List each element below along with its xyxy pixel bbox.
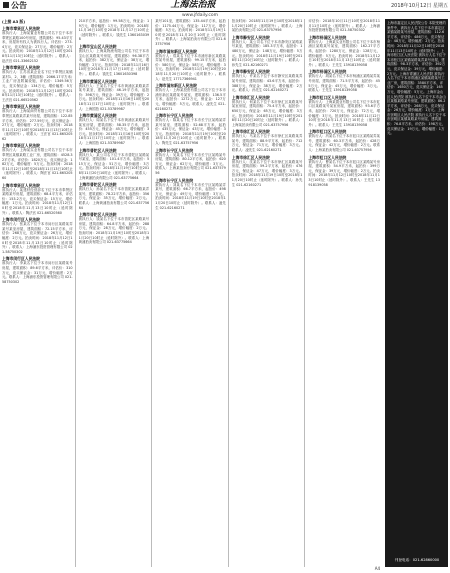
notice-block	[79, 44, 150, 77]
notice-block	[155, 178, 226, 211]
notice-body: 被执行人：郑某名下位于本市浦东新区某路某弄某号房屋，建筑面积：99.15平方米，起拍价：580万元，保证金：58万元，增价幅度：3万元。拍卖时间：2018年11月19日10时至2018年11月20日10时止（延时除外）。联系人：赵先生 17717366941	[155, 53, 226, 81]
notice-heading: 上海市浦东新区人民法院	[155, 48, 197, 54]
notice-body: 被执行人：陈某名下位于本市长宁区某路某弄某号某室，建筑面积：52.68平方米，起拍价：435万元，保证金：43万元，增价幅度：3万元。拍卖时间：2018年11月19日10时至2018年11月20日10时止（延时除外）。联系人：陶先生 021-63757956	[155, 118, 226, 146]
notice-block	[308, 69, 380, 92]
masthead	[0, 0, 450, 12]
notice-heading: 上海市长宁区人民法院	[155, 177, 194, 183]
notice-heading: 上海市黄浦区人民法院	[78, 78, 117, 84]
notice-block	[2, 143, 73, 180]
notice-block	[155, 83, 226, 111]
notice-body: 被执行人：钱某名下位于本市普陀区某路某号房屋，建筑面积：64.8平方米，起拍价：288万元，保证金：28万元，增价幅度：2万元。拍卖时间：2018年11月19日10时至2018年11月20日10时止（延时除外）。联系人：上海黄浦拍卖有限公司 021-63775664	[78, 217, 150, 245]
notice-heading: 上海市静安区人民法院	[231, 34, 270, 40]
notice-block	[155, 113, 226, 146]
notice-heading: 上海市奉贤区人民法院	[2, 143, 40, 149]
notice-body: 被执行人：周某名下位于本市黄浦区某路某号某室房屋，建筑面积：58.35平方米，起拍价：455万元，保证金：45万元，增价幅度：3万元。拍卖时间：2018年11月16日10时至2018年11月17日10时止（延时除外）。联系人：上海国拍 021-53789987	[78, 118, 150, 146]
notice-body: 被执行人：某建材经营部名下位于本市奉贤区某路某号房屋，建筑面积：68.4平方米，评估价：153.2万元，竞买保证金：15万元，增价幅度：1万元。拍卖时间：2018年11月12日10时至2018年11月13日10时止（延时除外）。联系人：陶法官 021-66520560	[2, 187, 73, 215]
notice-block	[155, 49, 226, 82]
notice-block	[232, 19, 303, 33]
notice-block	[79, 182, 150, 210]
notice-block	[155, 19, 226, 47]
paper-name: 上海法治报	[170, 0, 216, 10]
notice-column	[79, 19, 153, 567]
notice-heading: 上海市普陀区人民法院	[78, 212, 117, 218]
notice-body: 被执行人：上海某商贸有限公司名下位于本市奉贤区某路某弄某号房屋，建筑面积：122.85平方米，评估价：277.59万元，竞买保证金：27万元，增价幅度：2万元。拍卖时间：2018年11月12日10时至2018年11月13日10时止（延时除外）。联系人：王法官 021-66520562	[2, 109, 73, 141]
notice-heading: 上海市虹口区人民法院	[308, 129, 347, 135]
section-tag	[1, 1, 29, 11]
notice-body: 被执行人：冯某名下位于本市虹口区某路某弄某号，建筑面积：60.3平方米，起拍价：428万元，保证金：42万元，增价幅度：2万元。联系人：上海某拍卖有限公司 021-63757956	[308, 134, 380, 153]
notice-heading: 上海市虹口区人民法院	[308, 154, 347, 160]
notice-body: 被执行人：曹某名下位于本市虹口区某路某号房屋，建筑面积：54.9平方米，起拍价：399万元，保证金：39万元，增价幅度：2万元。拍卖时间：2018年11月12日10时至2018年11月13日10时止（延时除外）。联系人：王先生 13918139058	[308, 159, 380, 187]
notice-heading: 上海市浦东新区人民法院	[155, 83, 197, 89]
notice-heading: 上海市黄浦区人民法院	[78, 113, 117, 119]
section-title: 公告	[11, 1, 27, 10]
notice-body: 被执行人：李某名下位于本市闵行区某路某号房屋，建筑面积：89.6平方米，评估价：310万元，竞买保证金：31万元，增价幅度：2万元。联系人：上海浦东投资管理有限公司 021-58750302	[2, 261, 73, 284]
section-mark-icon	[3, 2, 9, 8]
notice-heading: 上海市长宁区人民法院	[155, 113, 194, 119]
notice-body: 被执行人：孙某名下位于本市普陀区某路某弄某号，建筑面积：78.22平方米，起拍价：356万元，保证金：35万元，增价幅度：2万元。联系人：上海黄浦拍卖有限公司 021-63775664	[78, 187, 150, 210]
notice-block	[2, 217, 73, 254]
notice-heading: 上海市虹口区人民法院	[308, 94, 347, 100]
notice-heading: 上海市奉贤区人民法院	[2, 65, 40, 71]
notice-heading: (上接 A3 版)	[2, 19, 26, 24]
notice-heading: 上海市奉贤区人民法院	[2, 26, 40, 31]
notice-block	[2, 19, 73, 24]
notice-heading: 上海市普陀区人民法院	[78, 147, 117, 153]
notice-block	[308, 19, 380, 33]
notice-block	[2, 65, 73, 102]
right-column-text: 上海市嘉定区人民法院公告 本院受理的案件中，被执行人名下位于本市嘉定区某镇某路某号房屋，建筑面积：112.6平方米，评估价：486万元，竞买保证金：48万元，增价幅度：2万元。拍卖时间：2018年11月12日10时至2018年11月13日10时止（延时除外）。上海市松江区人民法院 被执行人名下位于本市松江区某镇某路某弄某号房屋，建筑面积：98.3平方米，评估价：392万元，竞买保证金：39万元，增价幅度：2万元。上海市青浦区人民法院 被执行人名下位于本市青浦区某镇某路某号工业厂房，建筑面积：3580平方米，评估价：1650万元，竞买保证金：165万元，增价幅度：5万元。上海市金山区人民法院 被执行人名下位于本市金山区某镇某路某号房屋，建筑面积：86.2平方米，评估价：268万元，竞买保证金：26万元，增价幅度：1万元。上海市崇明区人民法院 被执行人名下位于本市崇明区某镇某路某号房屋，建筑面积：76.8平方米，评估价：198万元，竞买保证金：19万元，增价幅度：1万元。	[387, 21, 446, 136]
notice-block	[79, 79, 150, 112]
notice-body: 被执行人：何某名下位于本市徐汇区某路某号某室房屋，建筑面积：75.4平方米，起拍价：650万元，保证金：65万元，增价幅度：3万元。拍卖时间：2018年11月19日10时至2018年11月20日10时止（延时除外）。联系人：上海某拍卖有限公司 021-63757956	[231, 99, 303, 127]
notice-body: 被执行人：胡某名下位于本市杨浦区某路某弄某号房屋，建筑面积：71.5平方米，起拍价：455万元，保证金：45万元，增价幅度：3万元。联系人：王先生 13918139058	[308, 74, 380, 93]
notice-heading: 上海市杨浦区人民法院	[308, 34, 347, 40]
footer-note: 刊登电话：021-62860000	[394, 558, 440, 562]
notice-column	[308, 19, 382, 567]
notice-block	[232, 95, 303, 128]
notice-block	[2, 104, 73, 141]
notice-block	[79, 19, 150, 42]
notice-block	[232, 155, 303, 188]
notice-body: 被执行人：吴某名下位于本市长宁区某路某号房屋，建筑面积：80.12平方米，起拍价：620万元，保证金：62万元，增价幅度：3万元。联系人：上海某拍卖行有限公司 021-63757956	[155, 152, 226, 176]
notice-body: 210平方米，起拍价：99.58万元，保证金：19万元，增价幅度：1万元。拍卖时间：2018年11月16日10时至2018年11月17日10时止（延时除外）。联系人：钱先生 13601630398	[78, 19, 150, 42]
notice-columns	[2, 19, 382, 567]
notice-heading: 上海市宝山区人民法院	[78, 43, 117, 49]
notice-heading: 上海市徐汇区人民法院	[231, 154, 270, 160]
notice-body: 被执行人：上海某置业有限公司名下位于本市虹口区某路某号某室房屋，建筑面积：93.6平方米，起拍价：720万元，保证金：72万元，增价幅度：3万元。拍卖时间：2018年11月12日10时至2018年11月13日10时止（延时除外）。联系人：王先生 13918139058	[308, 99, 380, 127]
notice-block	[308, 35, 380, 68]
notice-block	[2, 256, 73, 284]
notice-body: 被执行人：某公司名下位于本市静安区某路某号某室，建筑面积：185.3平方米，起拍价：1480万元，保证金：148万元，增价幅度：5万元。拍卖时间：2018年11月19日10时至2018年11月20日10时止（延时除外）。联系人：孙先生 021-62160271	[231, 39, 303, 67]
notice-block	[79, 212, 150, 245]
notice-body: 被执行人：许某名下位于本市静安区某路某弄某号房屋，建筑面积：43.6平方米，起拍价：388万元，保证金：38万元，增价幅度：2万元。联系人：孙先生 021-62160271	[231, 74, 303, 93]
notice-block	[79, 148, 150, 181]
notice-block	[308, 155, 380, 188]
notice-heading: 上海市长宁区人民法院	[155, 147, 194, 153]
notice-body: 被执行人：沈某名下位于本市徐汇区某路某号房屋，建筑面积：59.2平方米，起拍价：476万元，保证金：47万元，增价幅度：3万元。拍卖时间：2018年11月19日10时至2018年11月20日10时止（延时除外）。联系人：孙先生 021-62160271	[231, 159, 303, 187]
notice-body: 被执行人：王某名下位于本市黄浦区某路某弄某号某室，建筑面积：46.19平方米，起拍价：398万元，保证金：39万元，增价幅度：2万元。拍卖时间：2018年11月16日10时至2018年11月17日10时止（延时除外）。联系人：上海国拍 021-53789987	[78, 83, 150, 111]
notice-heading: 上海市杨浦区人民法院	[308, 69, 347, 75]
notice-body: 被执行人：上海某置业有限公司名下位于本市奉贤区某路100号房屋，建筑面积：95.43平方米，房屋所有权人为被执行人。评估价：273.4万元，竞买保证金：27万元，增价幅度：2万元。拍卖时间：2018年11月12日10时至2018年11月13日10时止（延时除外）。联系人：赵法官 021-33662152	[2, 31, 73, 63]
notice-block	[308, 129, 380, 152]
right-column	[385, 19, 448, 567]
notice-block	[232, 129, 303, 152]
notice-block	[232, 69, 303, 92]
page-number: A4	[374, 566, 380, 571]
notice-body: 被执行人：江苏省某企业名下位于奉贤区某镇某村1、2、3幢（建筑面积：2066.17平方米）工业厂房及附属设施，评估价：1349.56万元，竞买保证金：134万元，增价幅度：5万元。拍卖时间：2018年11月12日10时至2018年11月13日10时止（延时除外）。联系人：王法官 021-66520562	[2, 70, 73, 102]
notice-column	[155, 19, 229, 567]
notice-body: 被执行人：上海某物流有限公司名下位于本市宝山区某路某号房屋，建筑面积：96.38平方米，起拍价：382万元，保证金：38万元，增价幅度：2万元。拍卖时间：2018年11月16日10时至2018年11月17日10时止（延时除外）。联系人：钱先生 13601630398	[78, 48, 150, 76]
notice-heading: 上海市闵行区人民法院	[2, 256, 40, 262]
notice-block	[232, 35, 303, 68]
notice-heading: 上海市徐汇区人民法院	[231, 94, 270, 100]
notice-heading: 上海市奉贤区人民法院	[2, 182, 40, 188]
notice-body: 被执行人：某公司名下位于本市普陀区某路某号某室，建筑面积：101.4平方米，起拍价：515万元，保证金：51万元，增价幅度：3万元。拍卖时间：2018年11月19日10时至2018年11月20日10时止（延时除外）。联系人：上海黄浦拍卖有限公司 021-63775664	[78, 152, 150, 180]
notice-body: 被执行人：刘某名下位于本市长宁区某路某弄某号，建筑面积：66.7平方米，起拍价：498万元，保证金：49万元，增价幅度：3万元。拍卖时间：2018年11月19日10时至2018年11月20日10时止（延时除外）。联系人：凌先生 021-62160271	[155, 182, 226, 210]
notice-block	[155, 148, 226, 176]
notice-block	[308, 95, 380, 128]
notice-heading: 上海市奉贤区人民法院	[2, 104, 40, 110]
issue-info: 2018年10月12日 星期五	[390, 3, 448, 9]
notice-column	[232, 19, 306, 567]
notice-heading: 上海市徐汇区人民法院	[231, 129, 270, 135]
notice-body: 拍卖时间：2018年11月19日10时至2018年11月20日10时止（延时除外）。联系人：上海某拍卖有限公司 021-63757956	[231, 19, 303, 33]
notice-heading: 上海市闵行区人民法院	[2, 217, 40, 223]
notice-body: 被执行人：张某名下位于本市闵行区某路某弄某号某室房屋，建筑面积：72.15平方米，评估价：268万元，竞买保证金：26万元，增价幅度：2万元。拍卖时间：2018年11月12日10时至2018年11月13日10时止（延时除外）。联系人：上海浦东投资管理有限公司 021-58750302	[2, 222, 73, 254]
site-url: www.jfdaily.com	[181, 13, 219, 18]
notice-block	[2, 26, 73, 63]
notice-body: 被执行人：上海某投资有限公司名下位于本市浦东新区某路某号某室，建筑面积：136.5平方米，起拍价：1272万元，保证金：127万元，增价幅度：5万元。联系人：凌先生 021-62160271	[155, 88, 226, 111]
notice-body: 某号101室，建筑面积：135.44平方米，起拍价：1175.44万元，保证金：117万元，增价幅度：5万元。拍卖时间：2018年11月19日10时至2018年11月20日10时止（延时除外）。联系人：上海某拍卖行有限公司 021-63757956	[155, 19, 226, 46]
notice-body: 评估价：2018年10月11日10时至2018年11月11日10时止（延时除外）。联系人：上海浦东投资管理有限公司 021-58750302	[308, 19, 380, 33]
notice-body: 被执行人：上海某实业有限公司名下位于本市奉贤区某镇某路工业厂房，建筑面积：4528.32平方米，评估价：1820万元，竞买保证金：182万元，增价幅度：5万元。拍卖时间：2018年11月12日10时至2018年11月13日10时止（延时除外）。联系人：陶法官 021-66520560	[2, 148, 73, 181]
notice-body: 被执行人：上海某实业有限公司名下位于本市杨浦区某路某号某室，建筑面积：162.27平方米，起拍价：1280万元，保证金：128万元，增价幅度：5万元。拍卖时间：2018年11月12日10时至2018年11月13日10时止（延时除外）。联系人：王先生 13918139058	[308, 39, 380, 67]
notice-block	[2, 183, 73, 216]
notice-heading: 上海市普陀区人民法院	[78, 182, 117, 188]
notice-body: 被执行人：马某名下位于本市徐汇区某路某弄某号，建筑面积：88.9平方米，起拍价：712万元，保证金：71万元，增价幅度：3万元。联系人：凌先生 021-62160271	[231, 134, 303, 153]
notice-heading: 上海市静安区人民法院	[231, 69, 270, 75]
notice-block	[79, 113, 150, 146]
notice-column	[2, 19, 76, 567]
